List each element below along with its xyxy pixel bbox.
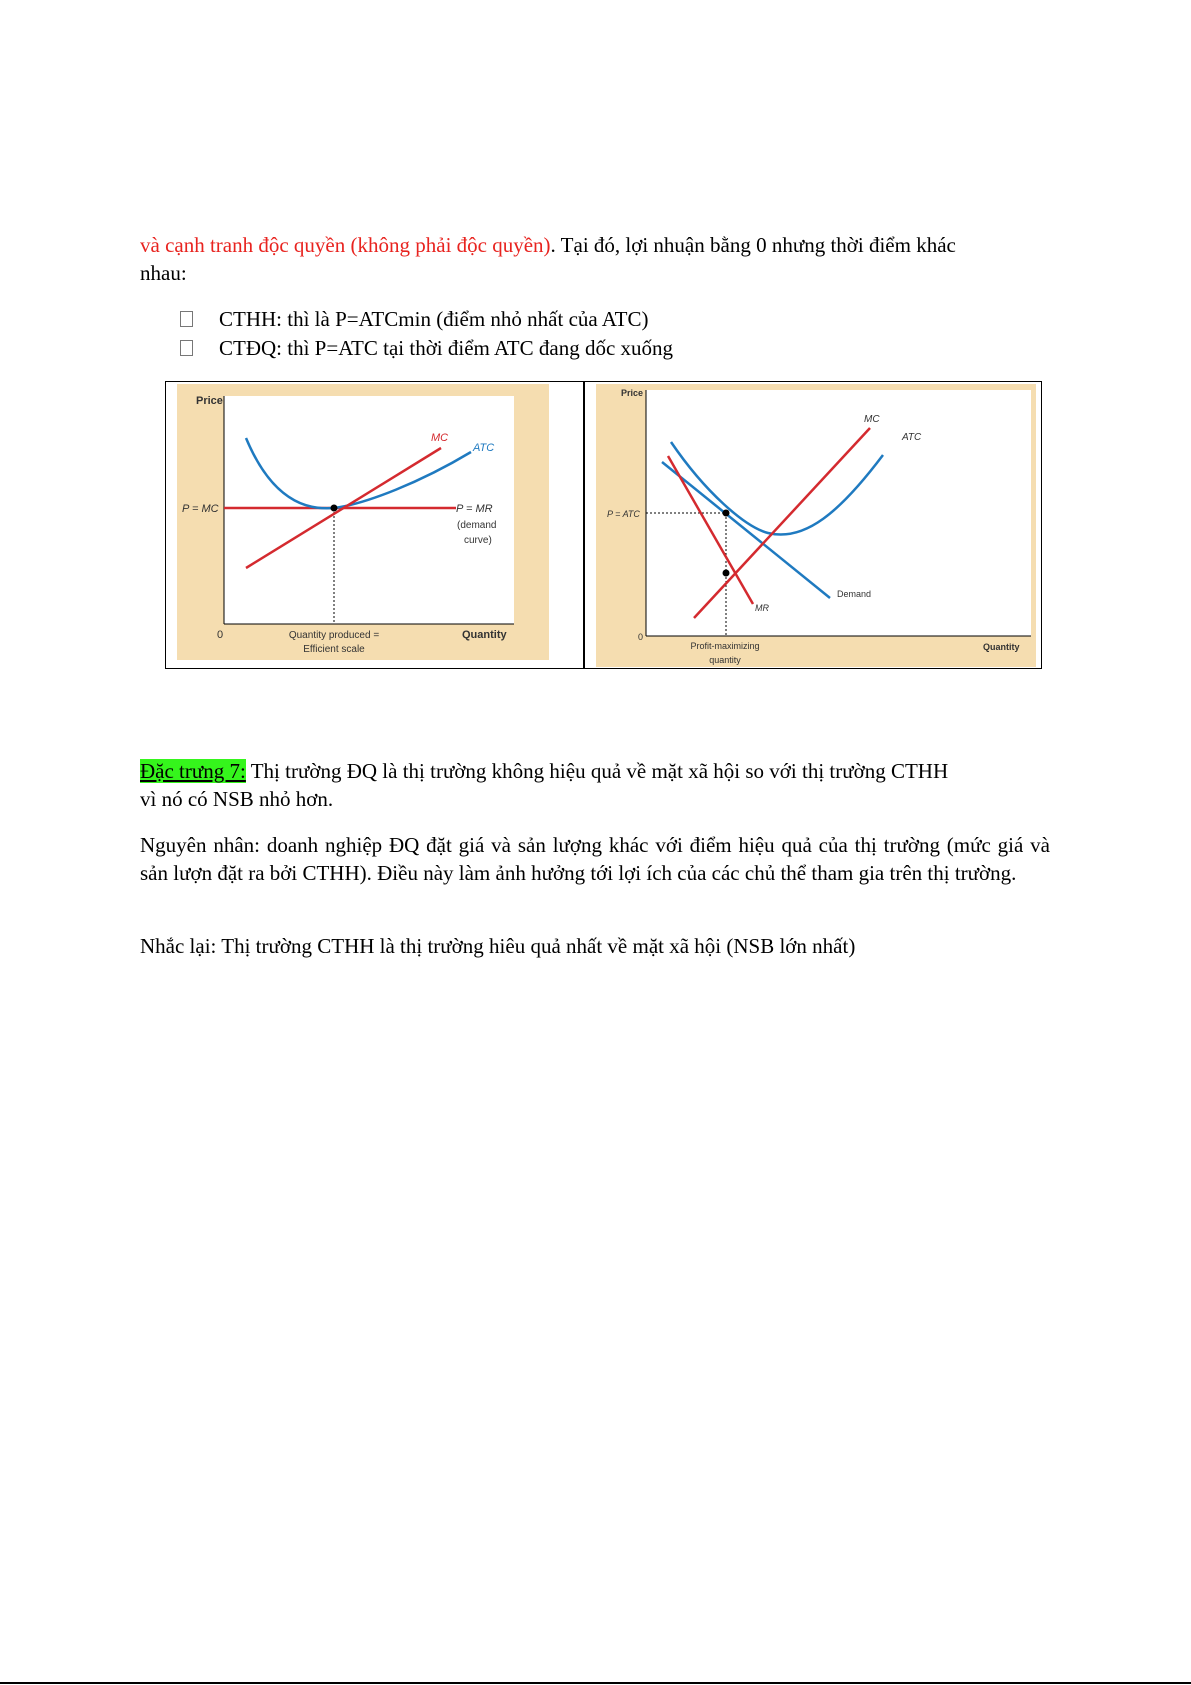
demand-note-2: curve) (464, 535, 492, 546)
chart-perfect-competition (166, 382, 576, 667)
x-axis-label: Quantity (462, 629, 507, 641)
bullet-cthh (180, 305, 648, 333)
origin-label: 0 (217, 629, 224, 641)
demand-label: Demand (837, 589, 872, 599)
y-axis-label: Price (196, 395, 223, 407)
bullet-box-icon (180, 311, 193, 327)
p-mr-label: P = MR (456, 503, 493, 515)
mr-label: MR (755, 603, 769, 613)
x-tick-label-1: Profit-maximizing (690, 641, 760, 651)
efficient-point (331, 505, 338, 512)
intro-paragraph (140, 231, 1050, 287)
bullet-ctdq-text: CTĐQ: thì P=ATC tại thời điểm ATC đang dốc xuống (219, 336, 674, 360)
mc-label: MC (864, 414, 880, 425)
chart-monopolistic-competition (585, 382, 1040, 667)
intro-rest-text: . Tại đó, lợi nhuận bằng 0 nhưng thời điểm khác (550, 233, 956, 257)
x-tick-label-2: quantity (709, 655, 741, 665)
feature7-paragraph (140, 757, 1050, 813)
footer-line (0, 1682, 1191, 1684)
bullet-ctdq (180, 334, 673, 362)
charts-figure (165, 381, 1042, 669)
y-tick-label: P = ATC (607, 509, 640, 519)
x-tick-label-2: Efficient scale (303, 644, 365, 655)
y-tick-label: P = MC (182, 503, 219, 515)
mc-label: MC (431, 432, 449, 444)
feature7-highlight: Đặc trưng 7: (140, 759, 246, 783)
intro-red-text: và cạnh tranh độc quyền (không phải độc quyền) (140, 233, 551, 257)
bullet-cthh-text: CTHH: thì là P=ATCmin (điểm nhỏ nhất của ATC) (219, 307, 649, 331)
intro-line2: nhau: (140, 261, 187, 285)
tangency-point (723, 510, 730, 517)
atc-label: ATC (473, 442, 495, 454)
feature7-line2: vì nó có NSB nhỏ hơn. (140, 787, 334, 811)
bullet-box-icon (180, 340, 193, 356)
y-axis-label: Price (621, 388, 644, 398)
feature7-line1: Thị trường ĐQ là thị trường không hiệu quả về mặt xã hội so với thị trường CTHH (245, 759, 949, 783)
x-tick-label-1: Quantity produced = (288, 630, 380, 641)
demand-note-1: (demand (457, 520, 497, 531)
cause-paragraph: Nguyên nhân: doanh nghiệp ĐQ đặt giá và sản lượng khác với điểm hiệu quả của thị trường (mức giá và sản lượn đặt ra bởi CTHH). Điều này làm ảnh hưởng tới lợi ích của các chủ thể tham gia trên thị trường. (140, 833, 1050, 885)
mr-mc-point (723, 570, 730, 577)
atc-label: ATC (902, 432, 922, 443)
origin-label: 0 (638, 632, 644, 642)
recap-paragraph: Nhắc lại: Thị trường CTHH là thị trường hiêu quả nhất về mặt xã hội (NSB lớn nhất) (140, 934, 856, 958)
x-axis-label: Quantity (983, 642, 1020, 652)
